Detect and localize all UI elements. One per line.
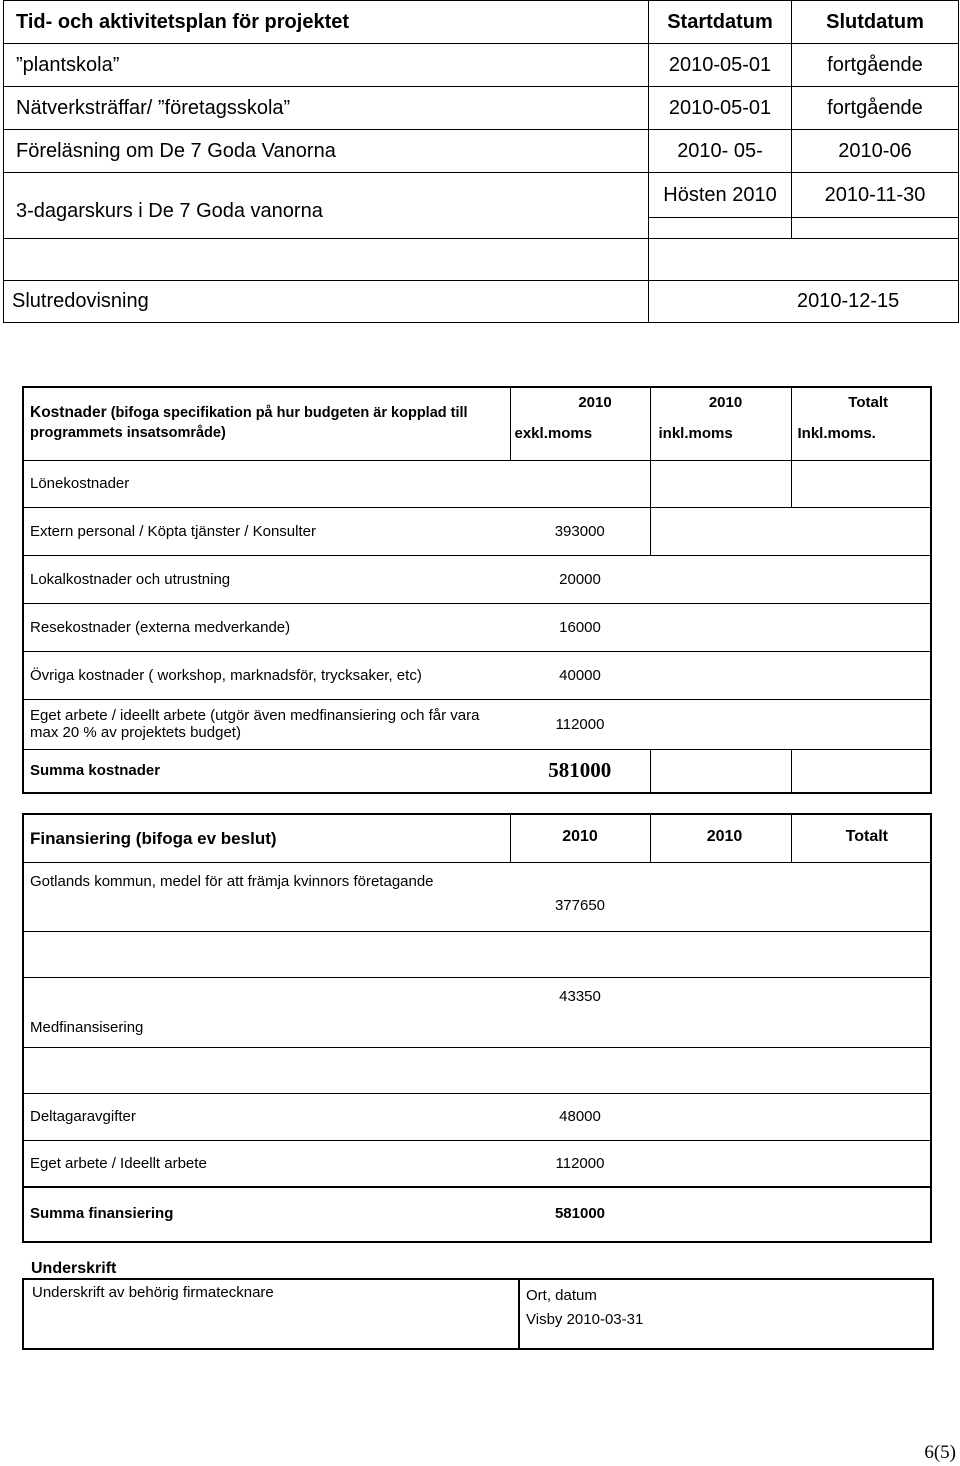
financing-row: [22, 1140, 932, 1187]
cost-label: Resekostnader (externa medverkande): [22, 603, 510, 651]
costs-col2-header: [650, 386, 791, 460]
cost-label: Extern personal / Köpta tjänster / Konsulter: [22, 507, 510, 555]
col-sub: Inkl.moms.: [797, 425, 876, 442]
activity-end: 2010-12-15: [649, 281, 959, 323]
activity-end: fortgående: [792, 87, 959, 130]
place-date-cell: [519, 1279, 933, 1349]
empty-cell: [791, 1187, 932, 1239]
place-date-label: Ort, datum: [526, 1287, 597, 1304]
empty-cell: [791, 1140, 932, 1187]
empty-cell: [650, 749, 791, 792]
empty-cell: [791, 1093, 932, 1140]
activity-start: Hösten 2010: [649, 173, 792, 218]
empty-cell: [650, 1047, 791, 1093]
signature-title: Underskrift: [31, 1260, 117, 1277]
financing-label: Deltagaravgifter: [22, 1093, 510, 1140]
financing-label: Medfinansisering: [22, 977, 510, 1047]
empty-cell: [650, 555, 791, 603]
cost-value: 20000: [510, 555, 650, 603]
empty-cell: [650, 931, 791, 977]
empty-cell: [791, 931, 932, 977]
empty-cell: [650, 977, 791, 1047]
costs-col1-header: [510, 386, 650, 460]
cost-value: 112000: [510, 699, 650, 749]
empty-cell: [650, 603, 791, 651]
activity-end: fortgående: [792, 44, 959, 87]
schedule-row: [4, 87, 959, 130]
empty-cell: [791, 555, 932, 603]
schedule-header-row: [4, 1, 959, 44]
schedule-row: [4, 173, 959, 218]
activity-start: 2010- 05-: [649, 130, 792, 173]
cost-total-label: Summa kostnader: [22, 749, 510, 792]
cost-label: Lönekostnader: [22, 460, 510, 507]
financing-row: [22, 1093, 932, 1140]
activity-start: 2010-05-01: [649, 87, 792, 130]
financing-table: [22, 813, 932, 1239]
empty-cell: [22, 931, 510, 977]
empty-cell: [650, 1093, 791, 1140]
signature-title-row: [23, 1256, 933, 1279]
cost-value: 16000: [510, 603, 650, 651]
empty-cell: [792, 218, 959, 239]
cost-value: 393000: [510, 507, 650, 555]
schedule-row: [4, 281, 959, 323]
empty-cell: [649, 218, 792, 239]
empty-cell: [510, 931, 650, 977]
financing-col2-header: 2010: [650, 813, 791, 862]
financing-total-row: [22, 1187, 932, 1239]
schedule-table: [3, 0, 959, 323]
financing-spacer-row: [22, 1047, 932, 1093]
financing-label: Gotlands kommun, medel för att främja kvinnors företagande: [22, 862, 510, 931]
empty-cell: [650, 699, 791, 749]
schedule-title: Tid- och aktivitetsplan för projektet: [4, 1, 649, 44]
col-year: Totalt: [848, 394, 888, 411]
financing-total-label: Summa finansiering: [22, 1187, 510, 1239]
costs-header-label: [22, 386, 510, 460]
empty-cell: [4, 239, 649, 281]
empty-cell: [791, 460, 932, 507]
empty-cell: [791, 749, 932, 792]
empty-cell: [510, 1047, 650, 1093]
schedule-spacer-row: [4, 239, 959, 281]
empty-cell: [791, 651, 932, 699]
cost-label: Eget arbete / ideellt arbete (utgör även medfinansiering och får vara max 20 % av projektets budget): [22, 699, 510, 749]
col-sub: exkl.moms: [514, 425, 593, 442]
financing-value: 48000: [510, 1093, 650, 1140]
financing-row: [22, 977, 932, 1047]
costs-table: [22, 386, 932, 792]
financing-label: Eget arbete / Ideellt arbete: [22, 1140, 510, 1187]
costs-subtitle: (bifoga specifikation på hur budgeten är kopplad till programmets insatsområde): [30, 404, 468, 441]
empty-cell: [791, 603, 932, 651]
empty-cell: [791, 507, 932, 555]
cost-row: [22, 651, 932, 699]
financing-col3-header: Totalt: [791, 813, 932, 862]
cost-value: 40000: [510, 651, 650, 699]
cost-row: [22, 507, 932, 555]
signature-row: [23, 1279, 933, 1349]
signature-table: [22, 1256, 934, 1350]
empty-cell: [650, 1140, 791, 1187]
cost-total-value: 581000: [510, 749, 650, 792]
empty-cell: [22, 1047, 510, 1093]
empty-cell: [650, 507, 791, 555]
empty-cell: [791, 1047, 932, 1093]
costs-col3-header: [791, 386, 932, 460]
financing-value: 43350: [510, 977, 650, 1047]
costs-header-row: [22, 386, 932, 460]
financing-value: 377650: [510, 862, 650, 931]
costs-title: Kostnader: [30, 403, 107, 421]
financing-row: [22, 862, 932, 931]
start-date-header: Startdatum: [649, 1, 792, 44]
empty-cell: [650, 862, 791, 931]
financing-total-value: 581000: [510, 1187, 650, 1239]
empty-cell: [650, 460, 791, 507]
activity-name: ”plantskola”: [4, 44, 649, 87]
activity-end: 2010-06: [792, 130, 959, 173]
page-number: 6(5): [924, 1442, 956, 1463]
empty-cell: [791, 977, 932, 1047]
activity-name: Nätverksträffar/ ”företagsskola”: [4, 87, 649, 130]
cost-value: [510, 460, 650, 507]
activity-name: 3-dagarskurs i De 7 Goda vanorna: [4, 173, 649, 239]
financing-header-row: [22, 813, 932, 862]
financing-value: 112000: [510, 1140, 650, 1187]
cost-row: [22, 555, 932, 603]
cost-row: [22, 699, 932, 749]
col-year: 2010: [708, 394, 743, 411]
schedule-row: [4, 130, 959, 173]
signer-label: Underskrift av behörig firmatecknare: [23, 1279, 519, 1349]
place-date-value: Visby 2010-03-31: [526, 1311, 644, 1328]
activity-end: 2010-11-30: [792, 173, 959, 218]
activity-start: 2010-05-01: [649, 44, 792, 87]
cost-total-row: [22, 749, 932, 792]
cost-row: [22, 460, 932, 507]
financing-col1-header: 2010: [510, 813, 650, 862]
activity-name: Föreläsning om De 7 Goda Vanorna: [4, 130, 649, 173]
empty-cell: [791, 699, 932, 749]
empty-cell: [791, 862, 932, 931]
cost-label: Lokalkostnader och utrustning: [22, 555, 510, 603]
end-date-header: Slutdatum: [792, 1, 959, 44]
cost-row: [22, 603, 932, 651]
activity-name: Slutredovisning: [4, 281, 649, 323]
col-year: 2010: [578, 394, 612, 411]
empty-cell: [650, 651, 791, 699]
financing-title: Finansiering (bifoga ev beslut): [30, 829, 277, 849]
empty-cell: [649, 239, 959, 281]
schedule-row: [4, 44, 959, 87]
financing-spacer-row: [22, 931, 932, 977]
empty-cell: [650, 1187, 791, 1239]
col-sub: inkl.moms: [658, 425, 733, 442]
cost-label: Övriga kostnader ( workshop, marknadsför, trycksaker, etc): [22, 651, 510, 699]
